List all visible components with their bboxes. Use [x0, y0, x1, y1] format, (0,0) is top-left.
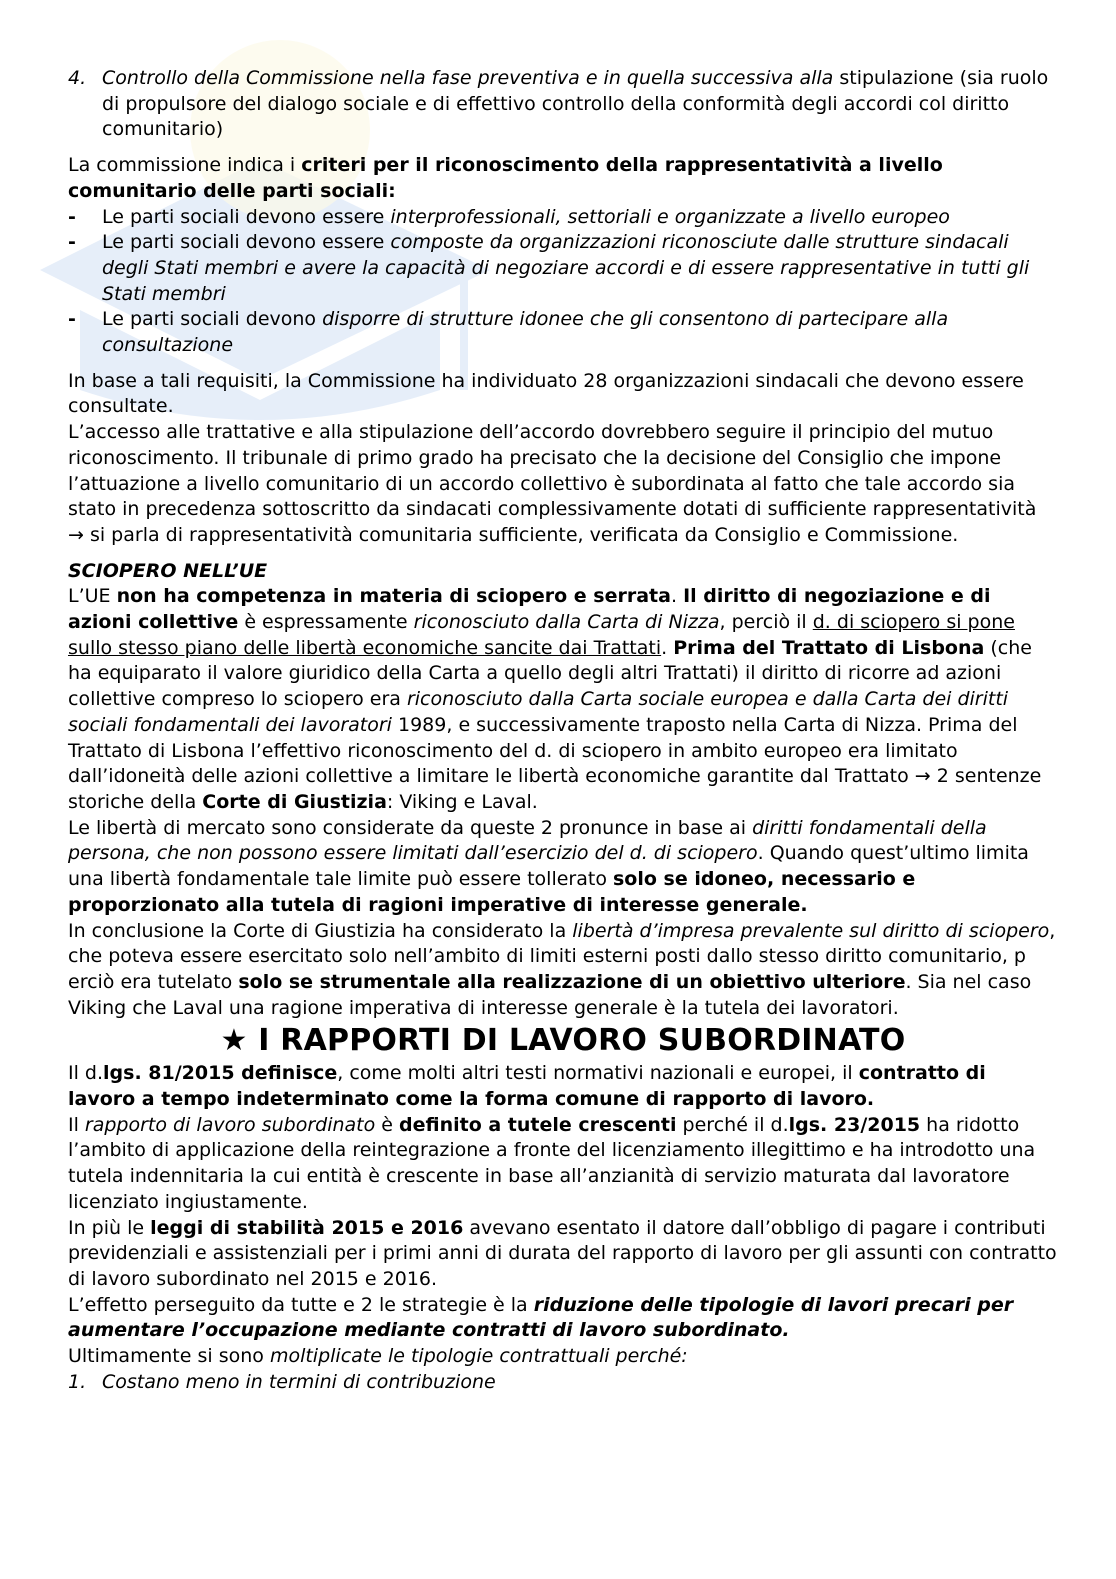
rapporti-paragraph-4: L’effetto perseguito da tutte e 2 le strategie è la riduzione delle tipologie di lavori precari per aumentare l’occupazione mediante contratti di lavoro subordinato.: [68, 1293, 1014, 1342]
numbered-item-1: 1. Costano meno in termini di contribuzione: [68, 1370, 496, 1393]
rapporti-paragraph-1: Il d.lgs. 81/2015 definisce, come molti altri testi normativi nazionali e europei, il contratto di lavoro a tempo indeterminato come la forma comune di rapporto di lavoro.: [68, 1062, 986, 1111]
numbered-item-4: 4. Controllo della Commissione nella fase preventiva e in quella successiva alla stipulazione (sia ruolo di propulsore del dialogo sociale e di effettivo controllo della conformità degli accordi col diritto comunitario): [68, 66, 1058, 143]
requisiti-paragraph-2: L’accesso alle trattative e alla stipulazione dell’accordo dovrebbero seguire il principio del mutuo riconoscimento. Il tribunale di primo grado ha precisato che la decisione del Consiglio che impone l’attuazione a livello comunitario di un accordo collettivo è subordinata al fatto che tale accordo sia stato in precedenza sottoscritto da sindacati complessivamente dotati di sufficiente rappresentatività → si parla di rappresentatività comunitaria sufficiente, verificata da Consiglio e Commissione.: [68, 421, 1037, 546]
rapporti-paragraph-5: Ultimamente si sono moltiplicate le tipologie contrattuali perché:: [68, 1345, 688, 1368]
sciopero-paragraph-1: L’UE non ha competenza in materia di sciopero e serrata. Il diritto di negoziazione e di azioni collettive è espressamente riconosciuto dalla Carta di Nizza, perciò il d. di sciopero si pone sullo stesso piano delle libertà economiche sancite dai Trattati. Prima del Trattato di Lisbona (che ha equiparato il valore giuridico della Carta a quello degli altri Trattati) il diritto di ricorre ad azioni collettive compreso lo sciopero era riconosciuto dalla Carta sociale europea e dalla Carta dei diritti sociali fondamentali dei lavoratori 1989, e successivamente traposto nella Carta di Nizza. Prima del Trattato di Lisbona l’effettivo riconoscimento del d. di sciopero in ambito europeo era limitato dall’idoneità delle azioni collettive a limitare le libertà economiche garantite dal Trattato → 2 sentenze storiche della Corte di Giustizia: Viking e Laval.: [68, 585, 1042, 813]
sciopero-paragraph-2: Le libertà di mercato sono considerate da queste 2 pronunce in base ai diritti fondamentali della persona, che non possono essere limitati dall’esercizio del d. di sciopero. Quando quest’ultimo limita una libertà fondamentale tale limite può essere tollerato solo se idoneo, necessario e proporzionato alla tutela di ragioni imperative di interesse generale.: [68, 816, 1029, 916]
list-item: - Le parti sociali devono essere interprofessionali, settoriali e organizzate a livello europeo: [68, 205, 950, 228]
item-number: 4.: [68, 67, 87, 89]
section-heading-rapporti: ★ I RAPPORTI DI LAVORO SUBORDINATO: [220, 1023, 906, 1059]
requisiti-paragraph-1: In base a tali requisiti, la Commissione ha individuato 28 organizzazioni sindacali che devono essere consultate.: [68, 369, 1024, 418]
document-page: [68, 66, 1058, 1395]
section-heading-sciopero: SCIOPERO NELL’UE: [68, 559, 268, 582]
rapporti-paragraph-3: In più le leggi di stabilità 2015 e 2016 avevano esentato il datore dall’obbligo di pagare i contributi previdenziali e assistenziali per i primi anni di durata del rapporto di lavoro per gli assunti con contratto di lavoro subordinato nel 2015 e 2016.: [68, 1216, 1057, 1290]
criteri-intro: La commissione indica i criteri per il riconoscimento della rappresentatività a livello comunitario delle parti sociali:: [68, 154, 943, 202]
rapporti-paragraph-2: Il rapporto di lavoro subordinato è definito a tutele crescenti perché il d.lgs. 23/2015 ha ridotto l’ambito di applicazione della reintegrazione a fronte del licenziamento illegittimo e ha introdotto una tutela indennitaria la cui entità è crescente in base all’anzianità di servizio maturata dal lavoratore licenziato ingiustamente.: [68, 1113, 1036, 1213]
list-item: - Le parti sociali devono disporre di strutture idonee che gli consentono di partecipare alla consultazione: [68, 308, 949, 357]
list-item: - Le parti sociali devono essere composte da organizzazioni riconosciute dalle strutture sindacali degli Stati membri e avere la capacità di negoziare accordi e di essere rappresentative in tutti gli Stati membri: [68, 231, 1030, 305]
sciopero-paragraph-3: In conclusione la Corte di Giustizia ha considerato la libertà d’impresa prevalente sul diritto di sciopero, che poteva essere esercitato solo nell’ambito di limiti esterni posti dallo stesso diritto comunitario, p erciò era tutelato solo se strumentale alla realizzazione di un obiettivo ulteriore. Sia nel caso Viking che Laval una ragione imperativa di interesse generale è la tutela dei lavoratori.: [68, 919, 1056, 1019]
